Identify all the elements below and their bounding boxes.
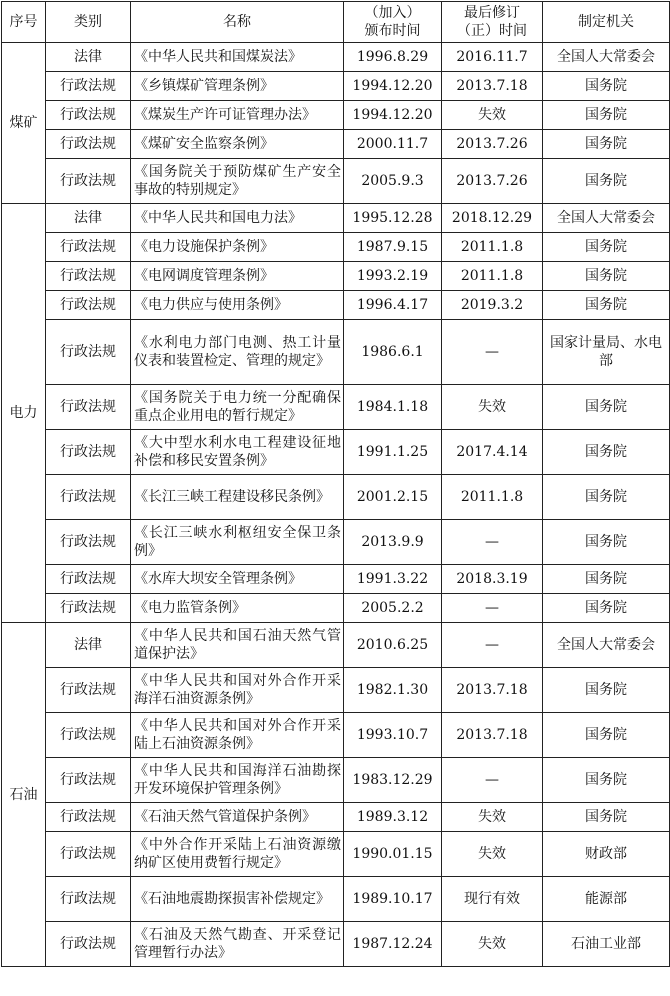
enacted-cell: 1991.3.22	[344, 565, 442, 594]
category-cell: 行政法规	[46, 803, 131, 832]
name-cell: 《石油地震勘探损害补偿规定》	[131, 877, 344, 922]
name-cell: 《电力供应与使用条例》	[131, 291, 344, 320]
group-label: 煤矿	[2, 43, 46, 204]
table-row	[2, 922, 670, 967]
authority-cell: 国务院	[543, 430, 670, 475]
enacted-cell: 1991.1.25	[344, 430, 442, 475]
revised-cell: 失效	[442, 101, 543, 130]
category-cell: 行政法规	[46, 101, 131, 130]
name-cell: 《水利电力部门电测、热工计量仪表和装置检定、管理的规定》	[131, 320, 344, 385]
table-row	[2, 204, 670, 233]
table-row	[2, 130, 670, 159]
name-cell: 《石油天然气管道保护条例》	[131, 803, 344, 832]
authority-cell: 国务院	[543, 385, 670, 430]
revised-cell: 2011.1.8	[442, 233, 543, 262]
authority-cell: 国务院	[543, 594, 670, 623]
name-cell: 《水库大坝安全管理条例》	[131, 565, 344, 594]
revised-cell: —	[442, 623, 543, 668]
enacted-cell: 1982.1.30	[344, 668, 442, 713]
name-cell: 《长江三峡水利枢纽安全保卫条例》	[131, 520, 344, 565]
revised-cell: 失效	[442, 832, 543, 877]
enacted-cell: 2000.11.7	[344, 130, 442, 159]
table-row	[2, 803, 670, 832]
name-cell: 《中华人民共和国对外合作开采海洋石油资源条例》	[131, 668, 344, 713]
header-seq: 序号	[2, 2, 46, 43]
header-revised-line2: （正）时间	[457, 23, 527, 39]
category-cell: 行政法规	[46, 130, 131, 159]
revised-cell: 2013.7.18	[442, 668, 543, 713]
category-cell: 行政法规	[46, 320, 131, 385]
enacted-cell: 1984.1.18	[344, 385, 442, 430]
category-cell: 行政法规	[46, 668, 131, 713]
revised-cell: 2013.7.26	[442, 159, 543, 204]
authority-cell: 财政部	[543, 832, 670, 877]
enacted-cell: 1983.12.29	[344, 758, 442, 803]
enacted-cell: 1987.12.24	[344, 922, 442, 967]
authority-cell: 国务院	[543, 101, 670, 130]
category-cell: 法律	[46, 623, 131, 668]
revised-cell: 2011.1.8	[442, 475, 543, 520]
header-revised-line1: 最后修订	[464, 5, 520, 21]
enacted-cell: 2005.9.3	[344, 159, 442, 204]
revised-cell: 2018.12.29	[442, 204, 543, 233]
table-row	[2, 475, 670, 520]
category-cell: 行政法规	[46, 233, 131, 262]
name-cell: 《中华人民共和国煤炭法》	[131, 43, 344, 72]
category-cell: 行政法规	[46, 291, 131, 320]
authority-cell: 国务院	[543, 565, 670, 594]
name-cell: 《中华人民共和国石油天然气管道保护法》	[131, 623, 344, 668]
enacted-cell: 2001.2.15	[344, 475, 442, 520]
table-row	[2, 758, 670, 803]
authority-cell: 石油工业部	[543, 922, 670, 967]
enacted-cell: 1996.4.17	[344, 291, 442, 320]
revised-cell: 2019.3.2	[442, 291, 543, 320]
revised-cell: —	[442, 520, 543, 565]
authority-cell: 全国人大常委会	[543, 623, 670, 668]
enacted-cell: 1990.01.15	[344, 832, 442, 877]
header-row	[2, 2, 670, 43]
authority-cell: 全国人大常委会	[543, 43, 670, 72]
authority-cell: 能源部	[543, 877, 670, 922]
category-cell: 行政法规	[46, 758, 131, 803]
enacted-cell: 2013.9.9	[344, 520, 442, 565]
revised-cell: 2013.7.18	[442, 713, 543, 758]
table-row	[2, 565, 670, 594]
authority-cell: 国务院	[543, 668, 670, 713]
revised-cell: 失效	[442, 803, 543, 832]
header-authority: 制定机关	[543, 2, 670, 43]
category-cell: 行政法规	[46, 594, 131, 623]
table-row	[2, 233, 670, 262]
category-cell: 行政法规	[46, 385, 131, 430]
header-enacted	[344, 2, 442, 43]
name-cell: 《中华人民共和国电力法》	[131, 204, 344, 233]
authority-cell: 国务院	[543, 233, 670, 262]
authority-cell: 国务院	[543, 713, 670, 758]
category-cell: 行政法规	[46, 565, 131, 594]
enacted-cell: 2005.2.2	[344, 594, 442, 623]
name-cell: 《石油及天然气勘查、开采登记管理暂行办法》	[131, 922, 344, 967]
revised-cell: 失效	[442, 922, 543, 967]
table-row	[2, 623, 670, 668]
authority-cell: 国务院	[543, 475, 670, 520]
authority-cell: 国务院	[543, 803, 670, 832]
table-row	[2, 832, 670, 877]
revised-cell: 2017.4.14	[442, 430, 543, 475]
category-cell: 行政法规	[46, 262, 131, 291]
revised-cell: 2018.3.19	[442, 565, 543, 594]
header-enacted-line2: 颁布时间	[364, 23, 421, 39]
enacted-cell: 1993.10.7	[344, 713, 442, 758]
category-cell: 行政法规	[46, 520, 131, 565]
regulations-table	[1, 1, 670, 967]
name-cell: 《中华人民共和国对外合作开采陆上石油资源条例》	[131, 713, 344, 758]
revised-cell: —	[442, 320, 543, 385]
authority-cell: 国家计量局、水电部	[543, 320, 670, 385]
authority-cell: 全国人大常委会	[543, 204, 670, 233]
enacted-cell: 1987.9.15	[344, 233, 442, 262]
table-row	[2, 262, 670, 291]
category-cell: 法律	[46, 43, 131, 72]
header-category: 类别	[46, 2, 131, 43]
enacted-cell: 2010.6.25	[344, 623, 442, 668]
category-cell: 行政法规	[46, 713, 131, 758]
category-cell: 行政法规	[46, 832, 131, 877]
table-row	[2, 72, 670, 101]
enacted-cell: 1989.3.12	[344, 803, 442, 832]
table-row	[2, 159, 670, 204]
authority-cell: 国务院	[543, 758, 670, 803]
authority-cell: 国务院	[543, 130, 670, 159]
revised-cell: —	[442, 758, 543, 803]
authority-cell: 国务院	[543, 159, 670, 204]
table-row	[2, 877, 670, 922]
revised-cell: 2011.1.8	[442, 262, 543, 291]
enacted-cell: 1993.2.19	[344, 262, 442, 291]
name-cell: 《煤炭生产许可证管理办法》	[131, 101, 344, 130]
group-label: 石油	[2, 623, 46, 967]
name-cell: 《中外合作开采陆上石油资源缴纳矿区使用费暂行规定》	[131, 832, 344, 877]
revised-cell: 现行有效	[442, 877, 543, 922]
authority-cell: 国务院	[543, 291, 670, 320]
enacted-cell: 1986.6.1	[344, 320, 442, 385]
enacted-cell: 1995.12.28	[344, 204, 442, 233]
header-revised	[442, 2, 543, 43]
table-row	[2, 594, 670, 623]
name-cell: 《乡镇煤矿管理条例》	[131, 72, 344, 101]
revised-cell: 2016.11.7	[442, 43, 543, 72]
revised-cell: 失效	[442, 385, 543, 430]
authority-cell: 国务院	[543, 520, 670, 565]
revised-cell: 2013.7.18	[442, 72, 543, 101]
table-row	[2, 101, 670, 130]
authority-cell: 国务院	[543, 262, 670, 291]
table-row	[2, 291, 670, 320]
enacted-cell: 1994.12.20	[344, 72, 442, 101]
table-row	[2, 520, 670, 565]
header-enacted-line1: （加入）	[364, 5, 421, 21]
authority-cell: 国务院	[543, 72, 670, 101]
revised-cell: —	[442, 594, 543, 623]
name-cell: 《国务院关于电力统一分配确保重点企业用电的暂行规定》	[131, 385, 344, 430]
table-row	[2, 43, 670, 72]
table-row	[2, 668, 670, 713]
header-name: 名称	[131, 2, 344, 43]
name-cell: 《电力监管条例》	[131, 594, 344, 623]
name-cell: 《煤矿安全监察条例》	[131, 130, 344, 159]
table-row	[2, 430, 670, 475]
name-cell: 《大中型水利水电工程建设征地补偿和移民安置条例》	[131, 430, 344, 475]
name-cell: 《电网调度管理条例》	[131, 262, 344, 291]
category-cell: 法律	[46, 204, 131, 233]
enacted-cell: 1989.10.17	[344, 877, 442, 922]
name-cell: 《中华人民共和国海洋石油勘探开发环境保护管理条例》	[131, 758, 344, 803]
table-row	[2, 320, 670, 385]
table-row	[2, 713, 670, 758]
name-cell: 《国务院关于预防煤矿生产安全事故的特别规定》	[131, 159, 344, 204]
category-cell: 行政法规	[46, 475, 131, 520]
category-cell: 行政法规	[46, 877, 131, 922]
table-row	[2, 385, 670, 430]
enacted-cell: 1996.8.29	[344, 43, 442, 72]
enacted-cell: 1994.12.20	[344, 101, 442, 130]
name-cell: 《电力设施保护条例》	[131, 233, 344, 262]
name-cell: 《长江三峡工程建设移民条例》	[131, 475, 344, 520]
category-cell: 行政法规	[46, 430, 131, 475]
category-cell: 行政法规	[46, 72, 131, 101]
category-cell: 行政法规	[46, 922, 131, 967]
group-label: 电力	[2, 204, 46, 623]
category-cell: 行政法规	[46, 159, 131, 204]
revised-cell: 2013.7.26	[442, 130, 543, 159]
